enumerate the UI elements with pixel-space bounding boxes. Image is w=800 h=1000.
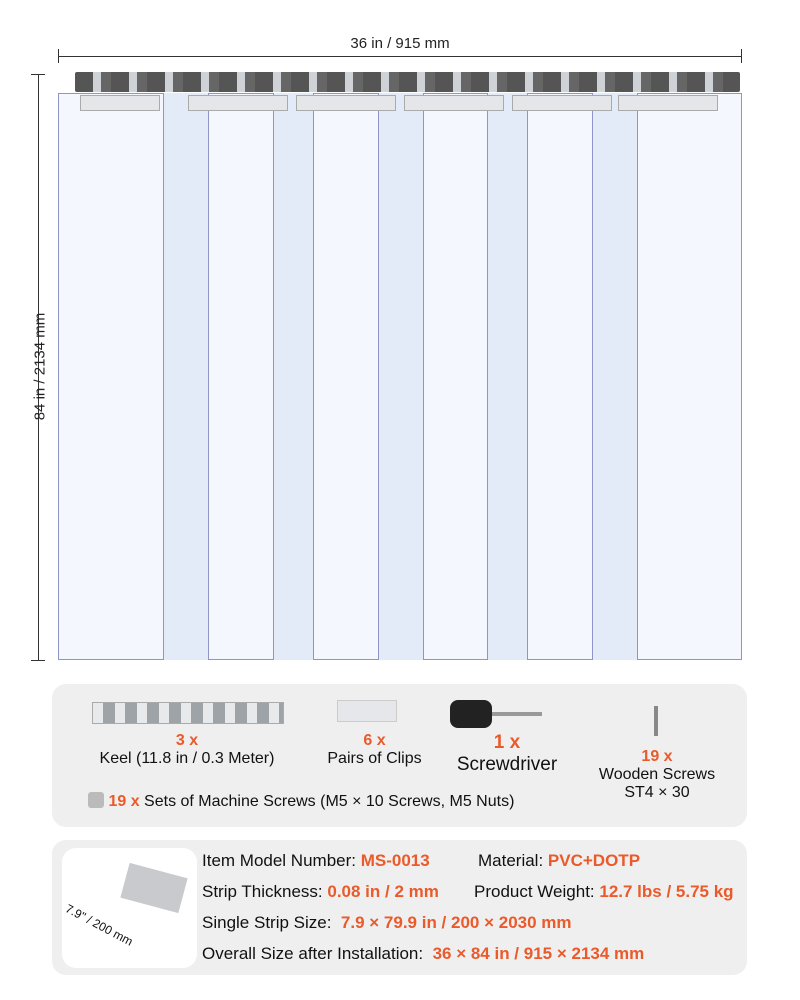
height-tick-bottom xyxy=(31,660,45,661)
screwdriver-qty: 1 x xyxy=(493,732,521,753)
clips-image xyxy=(337,700,397,722)
keel-label: Keel (11.8 in / 0.3 Meter) xyxy=(99,750,275,767)
machine-screw-icon xyxy=(88,792,104,808)
clips-qty: 6 x xyxy=(363,732,386,749)
weight-label: Product Weight: xyxy=(474,882,595,901)
overall-size-value: 36 × 84 in / 915 × 2134 mm xyxy=(432,944,645,963)
strip-inset-image xyxy=(62,848,197,968)
screwdriver-icon xyxy=(450,700,492,728)
width-dimension-line xyxy=(58,56,742,57)
weight-value: 12.7 lbs / 5.75 kg xyxy=(599,882,734,901)
inset-dimension: 7.9" / 200 mm xyxy=(63,901,136,949)
overall-size-label: Overall Size after Installation: xyxy=(202,944,424,963)
material-label: Material: xyxy=(478,851,544,870)
keel-qty: 3 x xyxy=(175,732,199,749)
width-label: 36 in / 915 mm xyxy=(350,35,450,52)
thickness-value: 0.08 in / 2 mm xyxy=(327,882,439,901)
strip-size-label: Single Strip Size: xyxy=(202,913,332,932)
height-tick-top xyxy=(31,74,45,75)
machine-screws-qty: 19 x xyxy=(108,793,140,810)
height-label: 84 in / 2134 mm xyxy=(31,312,49,421)
components-panel xyxy=(52,684,747,827)
strip-size-value: 7.9 × 79.9 in / 200 × 2030 mm xyxy=(340,913,572,932)
specs-panel xyxy=(52,840,747,975)
wooden-screws-spec: ST4 × 30 xyxy=(624,784,690,801)
screwdriver-label: Screwdriver xyxy=(456,754,558,775)
model-value: MS-0013 xyxy=(360,851,430,870)
thickness-label: Strip Thickness: xyxy=(202,882,323,901)
wooden-screw-icon xyxy=(654,706,658,736)
material-value: PVC+DOTP xyxy=(547,851,641,870)
model-label: Item Model Number: xyxy=(202,851,356,870)
wooden-screws-label: Wooden Screws xyxy=(598,766,716,783)
clips-label: Pairs of Clips xyxy=(327,750,422,767)
keel-rail xyxy=(75,72,740,92)
wooden-screws-qty: 19 x xyxy=(641,748,673,765)
keel-image xyxy=(92,702,284,724)
machine-screws-label: Sets of Machine Screws (M5 × 10 Screws, M5 Nuts) xyxy=(144,793,515,810)
screwdriver-shaft xyxy=(492,712,542,716)
clip-in-hand xyxy=(120,863,187,913)
